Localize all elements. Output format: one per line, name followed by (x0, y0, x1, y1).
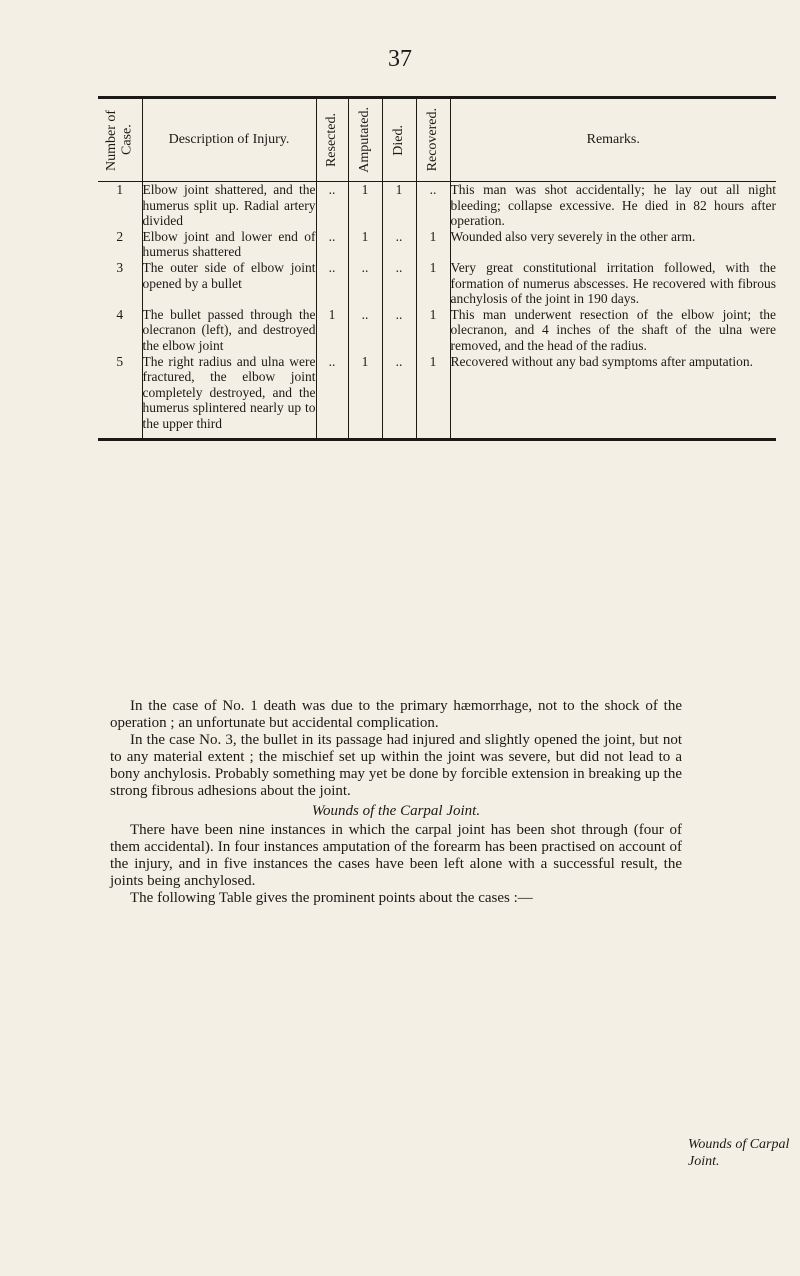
paragraph: In the case of No. 1 death was due to the primary hæmorrhage, not to the shock of the operation ; an unfortunate but accidental complication. (110, 698, 682, 731)
header-died: Died. (382, 98, 416, 182)
injury-description: The bullet passed through the olecranon (left), and destroyed the elbow joint (142, 306, 316, 353)
case-number: 5 (116, 353, 124, 369)
amputated-cell: .. (348, 307, 382, 354)
recovered-cell: 1 (416, 229, 450, 260)
body-text (110, 698, 682, 907)
resected-cell: .. (316, 260, 348, 307)
header-amputated: Amputated. (348, 98, 382, 182)
case-number: 3 (116, 259, 124, 275)
remarks-cell: Recovered without any bad symptoms after amputation. (450, 354, 776, 439)
recovered-cell: 1 (416, 307, 450, 354)
case-number: 1 (116, 182, 124, 197)
resected-cell: 1 (316, 307, 348, 354)
resected-cell: .. (316, 182, 348, 229)
died-cell: .. (382, 229, 416, 260)
header-remarks: Remarks. (450, 98, 776, 182)
header-recovered: Recovered. (416, 98, 450, 182)
page-number: 37 (388, 46, 412, 72)
header-number: Number of Case. (98, 98, 142, 182)
paragraph: The following Table gives the prominent points about the cases :— (130, 890, 533, 906)
case-number: 4 (116, 306, 124, 322)
case-number: 2 (116, 228, 124, 244)
cases-table (98, 96, 776, 441)
injury-description: The outer side of elbow joint opened by a bullet (142, 260, 316, 307)
died-cell: .. (382, 354, 416, 439)
section-heading: Wounds of the Carpal Joint. (311, 803, 481, 819)
resected-cell: .. (316, 354, 348, 439)
injury-description: Elbow joint and lower end of humerus shattered (142, 228, 316, 260)
table-row (98, 354, 776, 439)
remarks-cell: This man was shot accidentally; he lay out all night bleeding; collapse excessive. He died in 82 hours after operation. (450, 182, 776, 229)
recovered-cell: .. (416, 182, 450, 229)
died-cell: 1 (382, 182, 416, 229)
margin-note: Wounds of Carpal Joint. (688, 1137, 790, 1169)
injury-description: Elbow joint shattered, and the humerus split up. Radial artery divided (142, 182, 316, 229)
died-cell: .. (382, 260, 416, 307)
died-cell: .. (382, 307, 416, 354)
header-description: Description of Injury. (142, 98, 316, 182)
amputated-cell: 1 (348, 354, 382, 439)
remarks-cell: Wounded also very severely in the other arm. (450, 229, 776, 260)
remarks-cell: Very great constitutional irritation followed, with the formation of numerus abscesses. He recovered with fibrous anchylosis of the joint in 190 days. (450, 259, 776, 307)
recovered-cell: 1 (416, 260, 450, 307)
paragraph: There have been nine instances in which the carpal joint has been shot through (four of them accidental). In four instances amputation of the forearm has been practised on account of the injury, and in five instances the cases have been left alone with a successful result, the joints being anchylosed. (110, 822, 682, 889)
amputated-cell: 1 (348, 182, 382, 229)
table-row (98, 182, 776, 229)
table-row (98, 229, 776, 260)
remarks-cell: This man underwent resection of the elbow joint; the olecranon, and 4 inches of the shaft of the ulna were removed, and the head of the radius. (450, 306, 776, 353)
table-row (98, 307, 776, 354)
header-resected: Resected. (316, 98, 348, 182)
resected-cell: .. (316, 229, 348, 260)
injury-description: The right radius and ulna were fractured, the elbow joint completely destroyed, and the humerus splintered nearly up to the upper third (142, 354, 316, 439)
recovered-cell: 1 (416, 354, 450, 439)
table-header-row (98, 98, 776, 182)
amputated-cell: 1 (348, 229, 382, 260)
amputated-cell: .. (348, 260, 382, 307)
paragraph: In the case No. 3, the bullet in its passage had injured and slightly opened the joint, but not to any material extent ; the mischief set up within the joint was severe, but did not lead to a bony anchylosis. Probably something may yet be done by forcible extension in breaking up the strong fibrous adhesions about the joint. (110, 732, 682, 799)
table-row (98, 260, 776, 307)
